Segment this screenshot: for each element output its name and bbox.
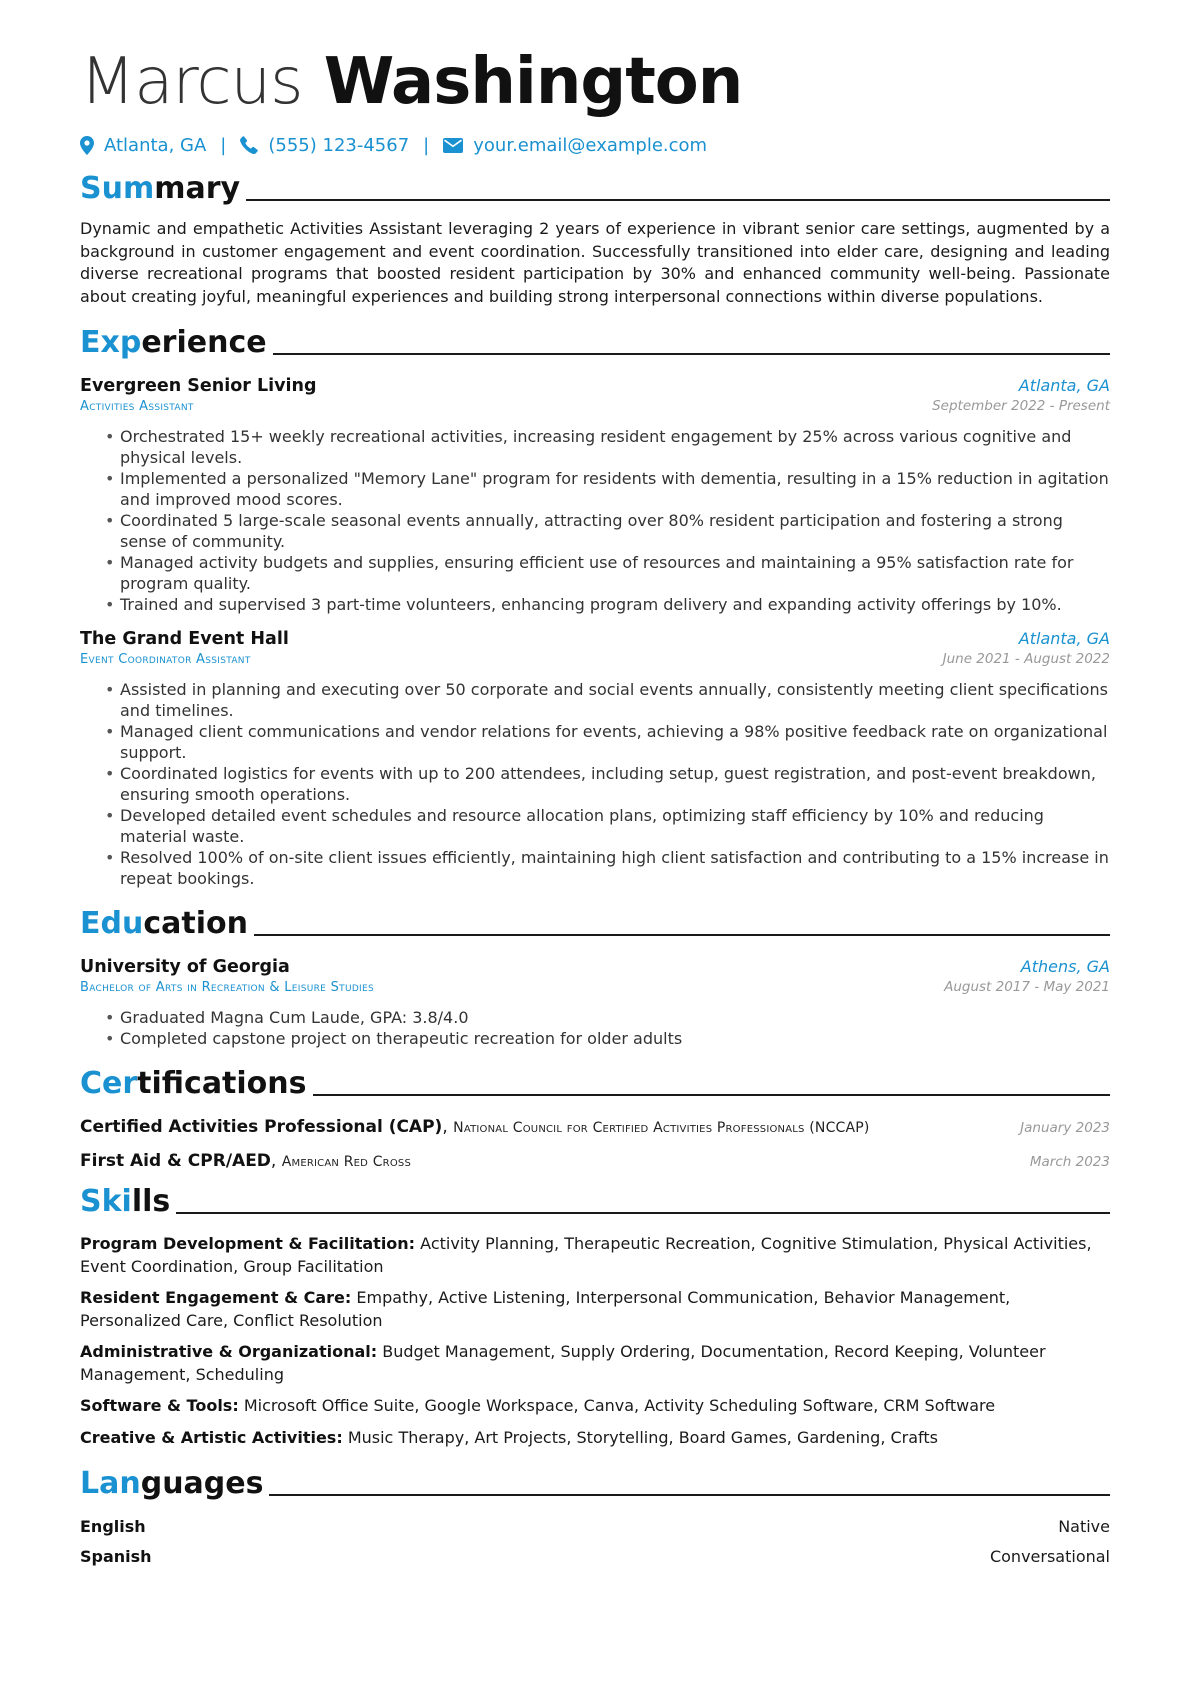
list-item: • Trained and supervised 3 part-time volunteers, enhancing program delivery and expanding activity offerings by 10%. <box>120 594 1110 615</box>
experience-entry <box>80 629 1110 889</box>
degree-title: Bachelor of Arts in Recreation & Leisure Studies <box>80 980 375 995</box>
cert-date: March 2023 <box>1029 1154 1110 1170</box>
section-title: Education <box>80 906 248 941</box>
job-title: Activities Assistant <box>80 399 194 414</box>
skill-list: Activity Planning, Therapeutic Recreation, Cognitive Stimulation, Physical Activities, Event Coordination, Group Facilitation <box>80 1234 1092 1276</box>
section-title: Languages <box>80 1466 264 1501</box>
envelope-icon <box>443 138 463 153</box>
education-details <box>80 1007 1110 1049</box>
phone-text: (555) 123-4567 <box>268 134 410 156</box>
skills-heading <box>80 1181 1110 1221</box>
skill-group <box>80 1233 1110 1278</box>
skill-list: Budget Management, Supply Ordering, Documentation, Record Keeping, Volunteer Management, Scheduling <box>80 1342 1046 1384</box>
entry-dates: June 2021 - August 2022 <box>942 651 1110 667</box>
entry-dates: September 2022 - Present <box>932 398 1110 414</box>
section-rule <box>254 934 1110 936</box>
list-item: • Developed detailed event schedules and resource allocation plans, optimizing staff efficiency by 10% and reducing material waste. <box>120 805 1110 847</box>
section-rule <box>273 353 1110 355</box>
phone-icon <box>240 136 258 154</box>
experience-entry <box>80 376 1110 615</box>
job-title: Event Coordinator Assistant <box>80 652 251 667</box>
section-title: Skills <box>80 1184 171 1219</box>
entry-location: Athens, GA <box>1020 957 1110 976</box>
language-name: English <box>80 1517 146 1536</box>
employer-name: The Grand Event Hall <box>80 629 289 649</box>
list-item: • Orchestrated 15+ weekly recreational activities, increasing resident engagement by 25% across various cognitive and physical levels. <box>120 426 1110 468</box>
section-title: Certifications <box>80 1066 307 1101</box>
employer-name: Evergreen Senior Living <box>80 376 317 396</box>
language-item <box>80 1547 1110 1566</box>
contact-email[interactable] <box>443 135 707 156</box>
contact-separator: | <box>220 134 227 156</box>
section-title: Summary <box>80 171 241 206</box>
section-rule <box>313 1094 1110 1096</box>
candidate-name <box>80 0 1110 124</box>
language-item <box>80 1517 1110 1536</box>
list-item: • Managed client communications and vendor relations for events, achieving a 98% positive feedback rate on organizational support. <box>120 721 1110 763</box>
education-heading <box>80 903 1110 943</box>
summary-text: Dynamic and empathetic Activities Assistant leveraging 2 years of experience in vibrant senior care settings, augmented by a background in customer engagement and event coordination. Successfully transitioned into elder care, designing and leading diverse recreational programs that boosted resident participation by 30% and enhanced community well-being. Passionate about creating joyful, meaningful experiences and building strong interpersonal connections within diverse populations. <box>80 219 1110 306</box>
cert-name: Certified Activities Professional (CAP) <box>80 1117 443 1137</box>
section-rule <box>176 1212 1110 1214</box>
skill-category: Administrative & Organizational: <box>80 1342 378 1361</box>
email-text: your.email@example.com <box>473 134 708 156</box>
entry-dates: August 2017 - May 2021 <box>944 979 1110 995</box>
section-title: Experience <box>80 325 267 360</box>
list-item: • Coordinated 5 large-scale seasonal events annually, attracting over 80% resident participation and fostering a strong sense of community. <box>120 510 1110 552</box>
location-text: Atlanta, GA <box>104 134 207 156</box>
list-item: • Coordinated logistics for events with up to 200 attendees, including setup, guest registration, and post-event breakdown, ensuring smooth operations. <box>120 763 1110 805</box>
certification-item: Certified Activities Professional (CAP), National Council for Certified Activities Professionals (NCCAP) January 2023 <box>80 1117 1110 1137</box>
skill-list: Microsoft Office Suite, Google Workspace, Canva, Activity Scheduling Software, CRM Software <box>243 1396 996 1415</box>
skill-list: Empathy, Active Listening, Interpersonal Communication, Behavior Management, Personalized Care, Conflict Resolution <box>80 1288 1011 1330</box>
skill-group <box>80 1395 1110 1418</box>
first-name: Marcus <box>80 45 303 119</box>
language-level: Native <box>1058 1517 1110 1536</box>
achievement-list <box>80 426 1110 615</box>
contact-phone[interactable] <box>240 135 409 156</box>
skill-group <box>80 1287 1110 1332</box>
contact-bar <box>80 130 1110 160</box>
skill-category: Creative & Artistic Activities: <box>80 1427 343 1447</box>
skill-group <box>80 1427 1110 1450</box>
language-name: Spanish <box>80 1547 152 1566</box>
last-name: Washington <box>323 45 743 119</box>
list-item: • Graduated Magna Cum Laude, GPA: 3.8/4.0 <box>120 1007 1110 1028</box>
achievement-list <box>80 679 1110 889</box>
entry-location: Atlanta, GA <box>1018 376 1110 395</box>
cert-date: January 2023 <box>1020 1120 1110 1136</box>
skill-group <box>80 1341 1110 1386</box>
list-item: • Completed capstone project on therapeutic recreation for older adults <box>120 1028 1110 1049</box>
summary-heading <box>80 168 1110 208</box>
cert-issuer: American Red Cross <box>281 1154 411 1170</box>
list-item: • Resolved 100% of on-site client issues efficiently, maintaining high client satisfaction and contributing to a 15% increase in repeat bookings. <box>120 847 1110 889</box>
skill-category: Resident Engagement & Care: <box>80 1288 352 1307</box>
section-rule <box>246 199 1110 201</box>
experience-heading <box>80 322 1110 362</box>
skill-category: Program Development & Facilitation: <box>80 1234 416 1253</box>
entry-location: Atlanta, GA <box>1018 629 1110 648</box>
skill-list: Music Therapy, Art Projects, Storytelling, Board Games, Gardening, Crafts <box>347 1427 939 1447</box>
contact-location <box>80 135 206 156</box>
list-item: • Implemented a personalized "Memory Lane" program for residents with dementia, resulting in a 15% reduction in agitation and improved mood scores. <box>120 468 1110 510</box>
school-name: University of Georgia <box>80 957 290 977</box>
language-level: Conversational <box>989 1547 1110 1566</box>
map-marker-icon <box>80 136 94 155</box>
list-item: • Managed activity budgets and supplies, ensuring efficient use of resources and maintaining a 95% satisfaction rate for program quality. <box>120 552 1110 594</box>
education-entry <box>80 957 1110 1049</box>
cert-issuer: National Council for Certified Activities Professionals (NCCAP) <box>453 1120 870 1136</box>
languages-heading <box>80 1463 1110 1503</box>
skill-category: Software & Tools: <box>80 1396 239 1415</box>
contact-separator: | <box>423 134 430 156</box>
certification-item: First Aid & CPR/AED, American Red Cross March 2023 <box>80 1151 1110 1171</box>
list-item: • Assisted in planning and executing over 50 corporate and social events annually, consistently meeting client specifications and timelines. <box>120 679 1110 721</box>
certifications-heading <box>80 1063 1110 1103</box>
section-rule <box>269 1494 1110 1496</box>
cert-name: First Aid & CPR/AED <box>80 1151 271 1171</box>
